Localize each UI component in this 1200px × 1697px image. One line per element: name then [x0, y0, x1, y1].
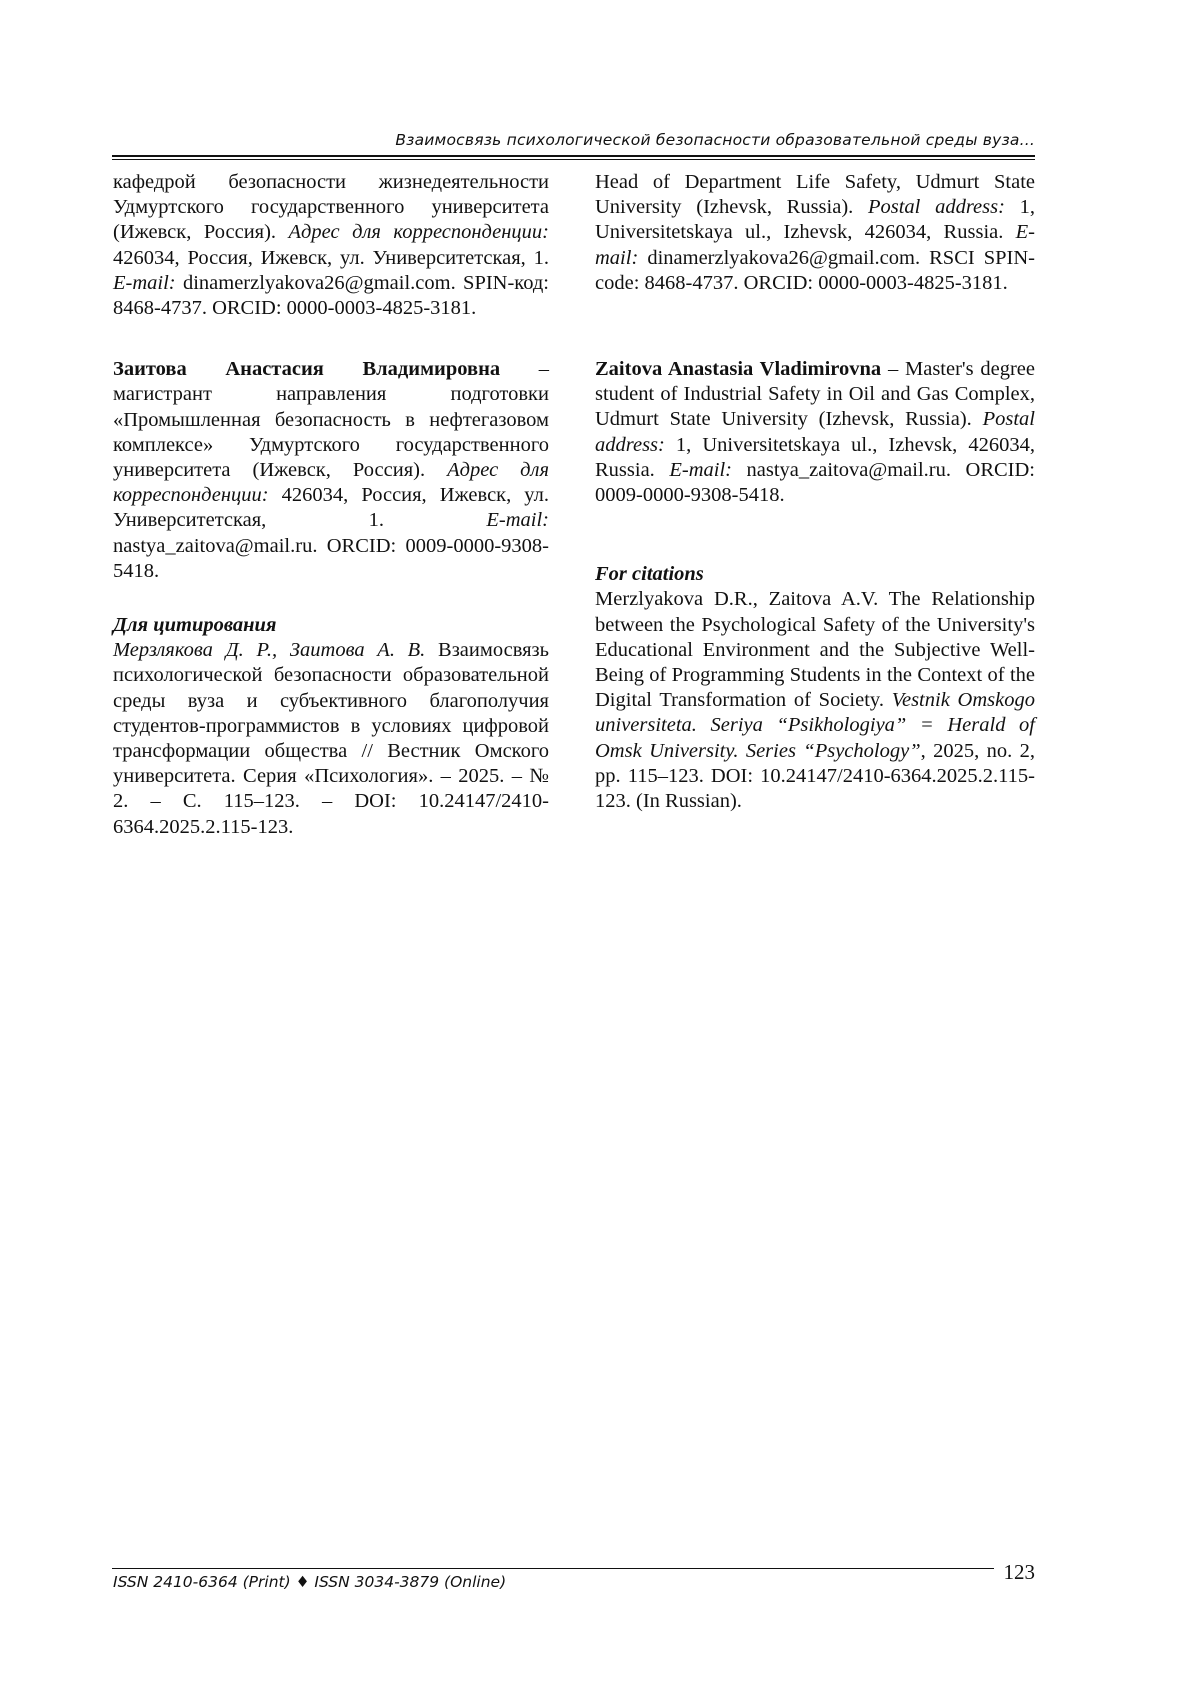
citation-ru — [113, 638, 549, 840]
email-text: nastya_zaitova@mail.ru. ORCID: 0009-0000-9308-5418. — [113, 534, 549, 582]
email-label: E-mail: — [486, 509, 549, 532]
email-label: E-mail: — [669, 458, 732, 481]
citation-en-journal: Vestnik Omskogo universiteta. Seriya “Psikhologiya” = Herald of Omsk University. Series “Psychology” — [595, 689, 1035, 762]
email-text: dinamerzlyakova26@gmail.com. RSCI SPIN-code: 8468-4737. ORCID: 0000-0003-4825-3181. — [595, 246, 1036, 294]
address-text: 1, Universitetskaya ul., Izhevsk, 426034, Russia. — [595, 196, 1036, 244]
author1-ru — [113, 170, 549, 321]
citation-heading-en: For citations — [595, 563, 704, 586]
citation-en-text: Merzlyakova D.R., Zaitova A.V. The Relationship between the Psychological Safety of the University's Educational Environment and the Subjective Well-Being of Programming Students in the Context of the Digital Transformation of Society. — [595, 588, 1035, 712]
email-label: E-mail: — [113, 271, 176, 294]
right-column — [595, 170, 1035, 814]
running-header: Взаимосвязь психологической безопасности образовательной среды вуза... — [395, 131, 1035, 149]
citation-heading-ru: Для цитирования — [113, 614, 277, 637]
author2-en-name: Zaitova Anastasia Vladimirovna — [595, 358, 882, 381]
footer-issn: ISSN 2410-6364 (Print) ♦ ISSN 3034-3879 (Online) — [113, 1573, 507, 1591]
email-label: E-mail: — [595, 221, 1036, 269]
address-label: Postal address: — [867, 196, 1005, 219]
email-text: nastya_zaitova@mail.ru. ORCID: 0009-0000-9308-5418. — [595, 458, 1036, 507]
email-text: dinamerzlyakova26@gmail.com. SPIN-код: 8468-4737. ORCID: 0000-0003-4825-3181. — [113, 271, 550, 320]
header-rule — [112, 155, 1035, 157]
address-label: Адрес для корреспонденции: — [288, 221, 550, 244]
address-label: Postal address: — [595, 408, 1036, 456]
citation-ru-text: Взаимосвязь психологической безопасности образовательной среды вуза и субъективного благополучия студентов-программистов в условиях цифровой трансформации общества // Вестник Омского университета. Серия «Психология». – 2025. – № 2. – С. 115–123. – DOI: 10.24147/2410-6364.2025.2.115-123. — [113, 639, 549, 838]
author2-en-affiliation: – Master's degree student of Industrial Safety in Oil and Gas Complex, Udmurt State University (Izhevsk, Russia). — [595, 358, 1035, 431]
citation-ru-authors: Мерзлякова Д. Р., Заитова А. В. — [113, 639, 426, 662]
author1-en-affiliation: Head of Department Life Safety, Udmurt State University (Izhevsk, Russia). — [595, 171, 1035, 219]
header-rule-thin — [112, 159, 1035, 160]
citation-en-tail: , 2025, no. 2, pp. 115–123. DOI: 10.24147/2410-6364.2025.2.115-123. (In Russian). — [595, 739, 1036, 813]
author2-ru-affiliation: – магистрант направления подготовки «Промышленная безопасность в нефтегазовом комплексе» Удмуртского государственного университета (Ижевск, Россия). — [113, 358, 550, 482]
author2-ru-name: Заитова Анастасия Владимировна — [113, 358, 501, 381]
address-text: 426034, Россия, Ижевск, ул. Университетская, 1. — [113, 246, 549, 269]
address-text: 426034, Россия, Ижевск, ул. Университетская, 1. — [113, 484, 549, 532]
left-column — [113, 170, 549, 840]
author2-ru — [113, 357, 549, 584]
author1-ru-affiliation: кафедрой безопасности жизнедеятельности Удмуртского государственного университета (Ижевск, Россия). — [113, 171, 549, 244]
page-number: 123 — [1003, 1560, 1035, 1584]
address-label: Адрес для корреспонденции: — [113, 459, 549, 507]
citation-en — [595, 587, 1035, 814]
author1-en — [595, 170, 1035, 296]
address-text: 1, Universitetskaya ul., Izhevsk, 426034, Russia. — [595, 433, 1035, 481]
footer-rule — [112, 1568, 994, 1569]
author2-en — [595, 357, 1035, 508]
